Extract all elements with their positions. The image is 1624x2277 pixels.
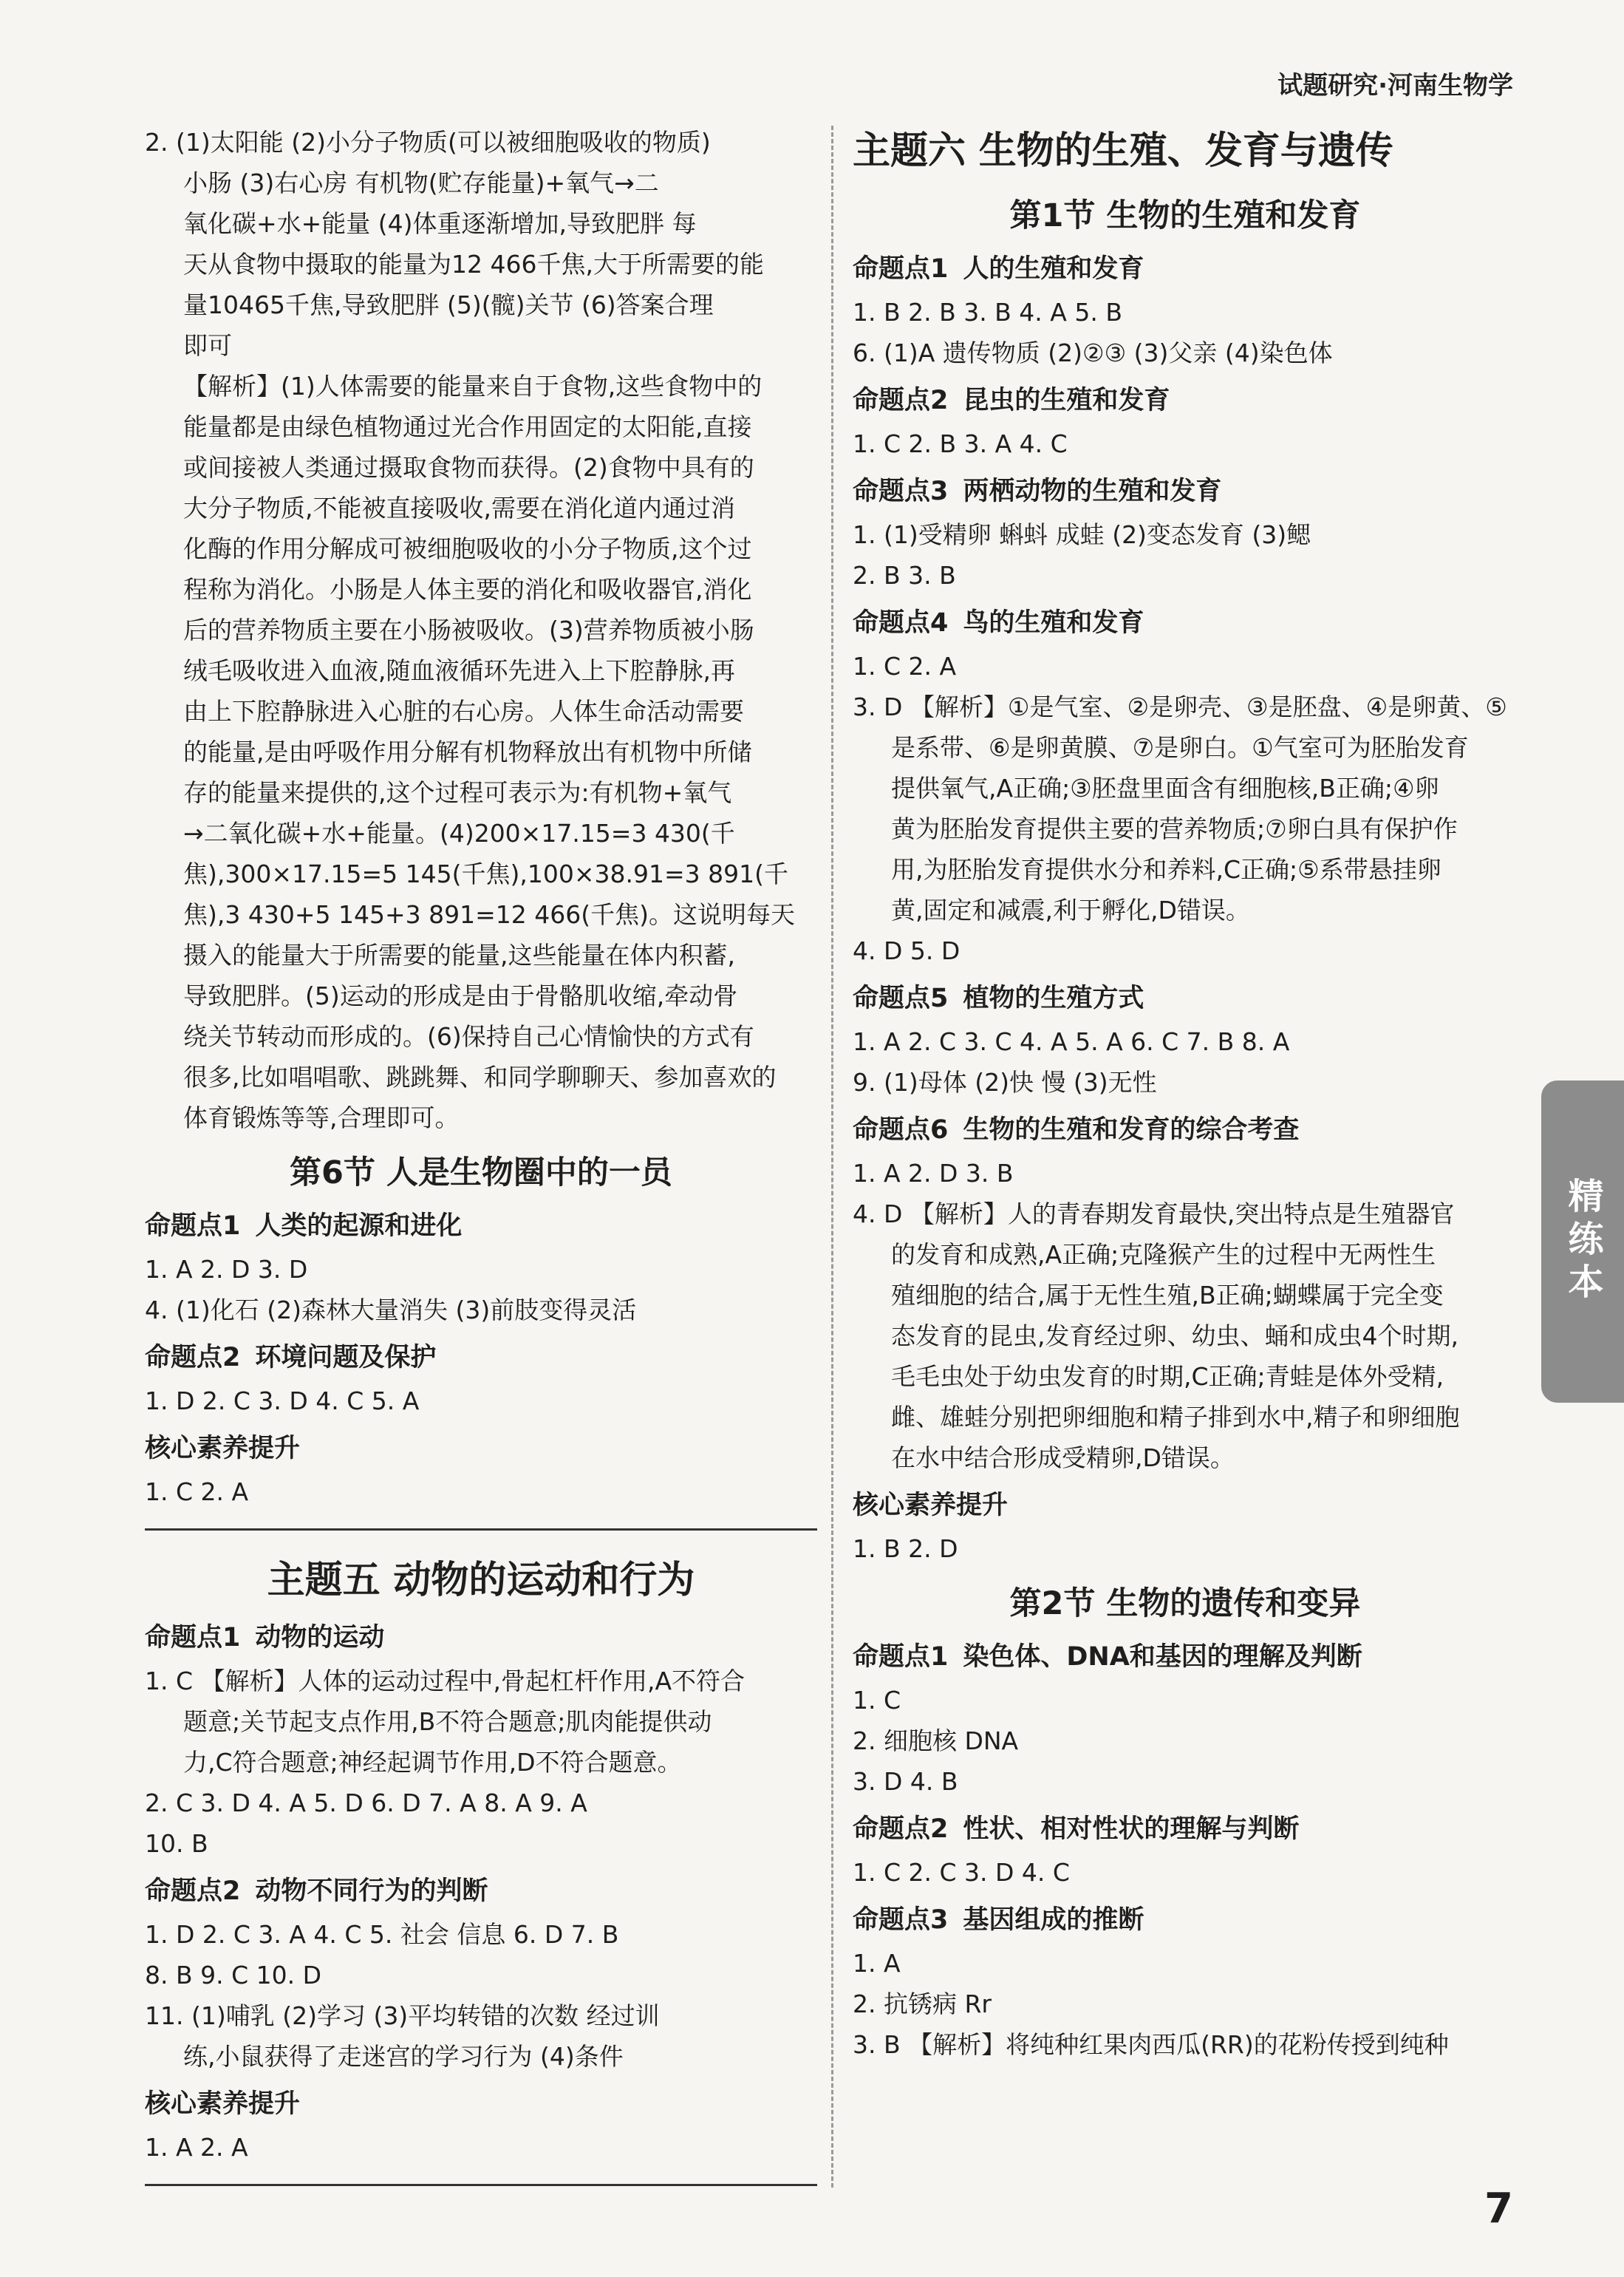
- answer-line: 4. D 5. D: [853, 936, 961, 965]
- analysis-line: 焦),300×17.15=5 145(千焦),100×38.91=3 891(千: [183, 860, 788, 888]
- answer-line: 2. B 3. B: [853, 561, 956, 590]
- topic-point-heading: [145, 1335, 817, 1381]
- topic-point-label: 命题点2: [145, 1876, 241, 1906]
- analysis-line: 用,为胚胎发育提供水分和养料,C正确;⑤系带悬挂卵: [891, 855, 1442, 884]
- analysis-line: 摄入的能量大于所需要的能量,这些能量在体内积蓄,: [183, 941, 735, 970]
- answer-line: 3. D 【解析】①是气室、②是卵壳、③是胚盘、④是卵黄、⑤: [853, 692, 1507, 721]
- answer-line: 3. B 【解析】将纯种红果肉西瓜(RR)的花粉传授到纯种: [853, 2030, 1449, 2059]
- analysis-line: 由上下腔静脉进入心脏的右心房。人体生命活动需要: [183, 697, 744, 726]
- analysis-line: →二氧化碳+水+能量。(4)200×17.15=3 430(千: [183, 819, 735, 848]
- right-column: [853, 122, 1518, 2065]
- analysis-line: 能量都是由绿色植物通过光合作用固定的太阳能,直接: [183, 412, 752, 441]
- topic-point-heading: [853, 1806, 1518, 1852]
- core-literacy-heading: 核心素养提升: [145, 1434, 301, 1463]
- answer-line: 1. B 2. D: [853, 1534, 958, 1563]
- topic-point-label: 命题点1: [853, 1642, 949, 1672]
- analysis-line: 导致肥胖。(5)运动的形成是由于骨骼肌收缩,牵动骨: [183, 981, 738, 1010]
- analysis-line: 是系带、⑥是卵黄膜、⑦是卵白。①气室可为胚胎发育: [891, 733, 1469, 762]
- topic-point-title: 生物的生殖和发育的综合考查: [963, 1115, 1300, 1145]
- answer-line: 9. (1)母体 (2)快 慢 (3)无性: [853, 1068, 1157, 1097]
- answer-line: 1. C 2. B 3. A 4. C: [853, 429, 1068, 458]
- topic-point-label: 命题点1: [145, 1211, 241, 1241]
- analysis-line: 体育锻炼等等,合理即可。: [183, 1103, 460, 1132]
- topic-title: 主题五 动物的运动和行为: [267, 1559, 695, 1602]
- topic-point-heading: [853, 600, 1518, 646]
- answer-line: 1. C 2. C 3. D 4. C: [853, 1858, 1070, 1887]
- topic-point-title: 人类的起源和进化: [255, 1211, 463, 1241]
- answer-line: 氧化碳+水+能量 (4)体重逐渐增加,导致肥胖 每: [183, 209, 697, 238]
- topic-point-title: 动物的运动: [255, 1623, 385, 1653]
- answer-line: 3. D 4. B: [853, 1767, 958, 1796]
- analysis-line: 雌、雄蛙分别把卵细胞和精子排到水中,精子和卵细胞: [891, 1403, 1460, 1432]
- topic-point-title: 鸟的生殖和发育: [963, 608, 1144, 638]
- analysis-line: 在水中结合形成受精卵,D错误。: [891, 1443, 1235, 1472]
- answer-line: 11. (1)哺乳 (2)学习 (3)平均转错的次数 经过训: [145, 2001, 660, 2030]
- analysis-line: 绒毛吸收进入血液,随血液循环先进入上下腔静脉,再: [183, 656, 735, 685]
- answer-line: 1. C 2. A: [145, 1477, 249, 1506]
- side-tab: 精练本: [1541, 1080, 1624, 1403]
- answer-line: 2. (1)太阳能 (2)小分子物质(可以被细胞吸收的物质): [145, 128, 711, 157]
- analysis-line: 焦),3 430+5 145+3 891=12 466(千焦)。这说明每天: [183, 900, 795, 929]
- topic-point-label: 命题点2: [853, 386, 949, 415]
- answer-line: 1. A 2. C 3. C 4. A 5. A 6. C 7. B 8. A: [853, 1027, 1290, 1056]
- analysis-line: 程称为消化。小肠是人体主要的消化和吸收器官,消化: [183, 575, 752, 604]
- answer-line: 10. B: [145, 1829, 208, 1858]
- topic-point-heading: [853, 1634, 1518, 1680]
- answer-line: 1. C 2. A: [853, 652, 957, 681]
- topic-point-heading: [853, 246, 1518, 292]
- analysis-line: 存的能量来提供的,这个过程可表示为:有机物+氧气: [183, 778, 732, 807]
- answer-line: 1. (1)受精卵 蝌蚪 成蛙 (2)变态发育 (3)鳃: [853, 520, 1311, 549]
- topic-point-title: 人的生殖和发育: [963, 254, 1144, 284]
- topic-point-title: 植物的生殖方式: [963, 984, 1144, 1013]
- topic-point-title: 动物不同行为的判断: [255, 1876, 488, 1906]
- page-number: 7: [1484, 2185, 1513, 2233]
- core-literacy-heading: 核心素养提升: [145, 2089, 301, 2119]
- analysis-line: 后的营养物质主要在小肠被吸收。(3)营养物质被小肠: [183, 616, 754, 644]
- topic-point-label: 命题点2: [145, 1343, 241, 1372]
- analysis-line: 绕关节转动而形成的。(6)保持自己心情愉快的方式有: [183, 1022, 754, 1051]
- answer-line: 2. 抗锈病 Rr: [853, 1990, 992, 2018]
- answer-line: 量10465千焦,导致肥胖 (5)(髋)关节 (6)答案合理: [183, 290, 714, 319]
- column-divider: [831, 126, 833, 2188]
- topic-point-title: 染色体、DNA和基因的理解及判断: [963, 1642, 1362, 1672]
- topic-point-heading: [853, 469, 1518, 514]
- analysis-line: 黄,固定和减震,利于孵化,D错误。: [891, 896, 1250, 925]
- section-separator: [145, 2184, 817, 2186]
- answer-line: 1. A 2. D 3. B: [853, 1159, 1014, 1188]
- answer-line: 题意;关节起支点作用,B不符合题意;肌肉能提供动: [183, 1707, 712, 1736]
- section-title: 第6节 人是生物圈中的一员: [290, 1154, 672, 1191]
- topic-point-label: 命题点6: [853, 1115, 949, 1145]
- analysis-line: 黄为胚胎发育提供主要的营养物质;⑦卵白具有保护作: [891, 814, 1458, 843]
- topic-title: 主题六 生物的生殖、发育与遗传: [853, 129, 1393, 173]
- answer-line: 1. B 2. B 3. B 4. A 5. B: [853, 298, 1122, 327]
- answer-line: 2. 细胞核 DNA: [853, 1726, 1019, 1755]
- answer-line: 即可: [183, 331, 232, 360]
- answer-line: 力,C符合题意;神经起调节作用,D不符合题意。: [183, 1748, 682, 1777]
- topic-point-title: 两栖动物的生殖和发育: [963, 477, 1222, 506]
- answer-line: 1. A: [853, 1949, 901, 1978]
- analysis-line: 大分子物质,不能被直接吸收,需要在消化道内通过消: [183, 494, 735, 523]
- topic-point-label: 命题点1: [145, 1623, 241, 1653]
- core-literacy-heading: 核心素养提升: [853, 1491, 1009, 1520]
- section-separator: [145, 1528, 817, 1531]
- analysis-line: 态发育的昆虫,发育经过卵、幼虫、蛹和成虫4个时期,: [891, 1321, 1458, 1350]
- analysis-line: 毛毛虫处于幼虫发育的时期,C正确;青蛙是体外受精,: [891, 1362, 1444, 1391]
- analysis-line: 化酶的作用分解成可被细胞吸收的小分子物质,这个过: [183, 534, 752, 563]
- topic-point-title: 基因组成的推断: [963, 1905, 1144, 1935]
- topic-point-heading: [145, 1203, 817, 1249]
- topic-point-heading: [853, 976, 1518, 1021]
- answer-line: 6. (1)A 遗传物质 (2)②③ (3)父亲 (4)染色体: [853, 338, 1333, 367]
- analysis-line: 或间接被人类通过摄取食物而获得。(2)食物中具有的: [183, 453, 754, 482]
- topic-point-label: 命题点5: [853, 984, 949, 1013]
- answer-line: 1. D 2. C 3. D 4. C 5. A: [145, 1386, 420, 1415]
- answer-line: 1. C: [853, 1686, 901, 1715]
- answer-line: 1. D 2. C 3. A 4. C 5. 社会 信息 6. D 7. B: [145, 1920, 619, 1949]
- topic-point-label: 命题点1: [853, 254, 949, 284]
- left-column: [145, 122, 817, 2207]
- topic-point-label: 命题点4: [853, 608, 949, 638]
- topic-point-title: 性状、相对性状的理解与判断: [963, 1814, 1300, 1844]
- topic-point-heading: [145, 1868, 817, 1914]
- answer-line: 1. C 【解析】人体的运动过程中,骨起杠杆作用,A不符合: [145, 1667, 746, 1695]
- section-title: 第1节 生物的生殖和发育: [1009, 197, 1361, 234]
- section-title: 第2节 生物的遗传和变异: [1009, 1585, 1361, 1622]
- answer-line: 1. A 2. A: [145, 2133, 248, 2162]
- topic-point-heading: [853, 1107, 1518, 1153]
- running-header: 试题研究·河南生物学: [1277, 71, 1513, 101]
- answer-line: 2. C 3. D 4. A 5. D 6. D 7. A 8. A 9. A: [145, 1788, 587, 1817]
- analysis-line: 的能量,是由呼吸作用分解有机物释放出有机物中所储: [183, 738, 752, 766]
- analysis-line: 很多,比如唱唱歌、跳跳舞、和同学聊聊天、参加喜欢的: [183, 1063, 777, 1092]
- analysis-line: 的发育和成熟,A正确;克隆猴产生的过程中无两性生: [891, 1240, 1436, 1269]
- topic-point-title: 环境问题及保护: [255, 1343, 437, 1372]
- topic-point-heading: [853, 1897, 1518, 1943]
- topic-point-label: 命题点3: [853, 1905, 949, 1935]
- answer-line: 天从食物中摄取的能量为12 466千焦,大于所需要的能: [183, 250, 764, 279]
- topic-point-label: 命题点2: [853, 1814, 949, 1844]
- answer-line: 1. A 2. D 3. D: [145, 1255, 308, 1284]
- analysis-line: 提供氧气,A正确;③胚盘里面含有细胞核,B正确;④卵: [891, 774, 1439, 803]
- topic-point-label: 命题点3: [853, 477, 949, 506]
- topic-point-heading: [853, 378, 1518, 423]
- topic-point-title: 昆虫的生殖和发育: [963, 386, 1170, 415]
- analysis-line: 殖细胞的结合,属于无性生殖,B正确;蝴蝶属于完全变: [891, 1281, 1444, 1310]
- analysis-line: 【解析】(1)人体需要的能量来自于食物,这些食物中的: [183, 372, 762, 401]
- answer-line: 8. B 9. C 10. D: [145, 1961, 321, 1990]
- answer-line: 练,小鼠获得了走迷宫的学习行为 (4)条件: [183, 2042, 624, 2071]
- answer-line: 小肠 (3)右心房 有机物(贮存能量)+氧气→二: [183, 169, 659, 197]
- topic-point-heading: [145, 1615, 817, 1661]
- answer-line: 4. (1)化石 (2)森林大量消失 (3)前肢变得灵活: [145, 1296, 637, 1324]
- answer-line: 4. D 【解析】人的青春期发育最快,突出特点是生殖器官: [853, 1199, 1455, 1228]
